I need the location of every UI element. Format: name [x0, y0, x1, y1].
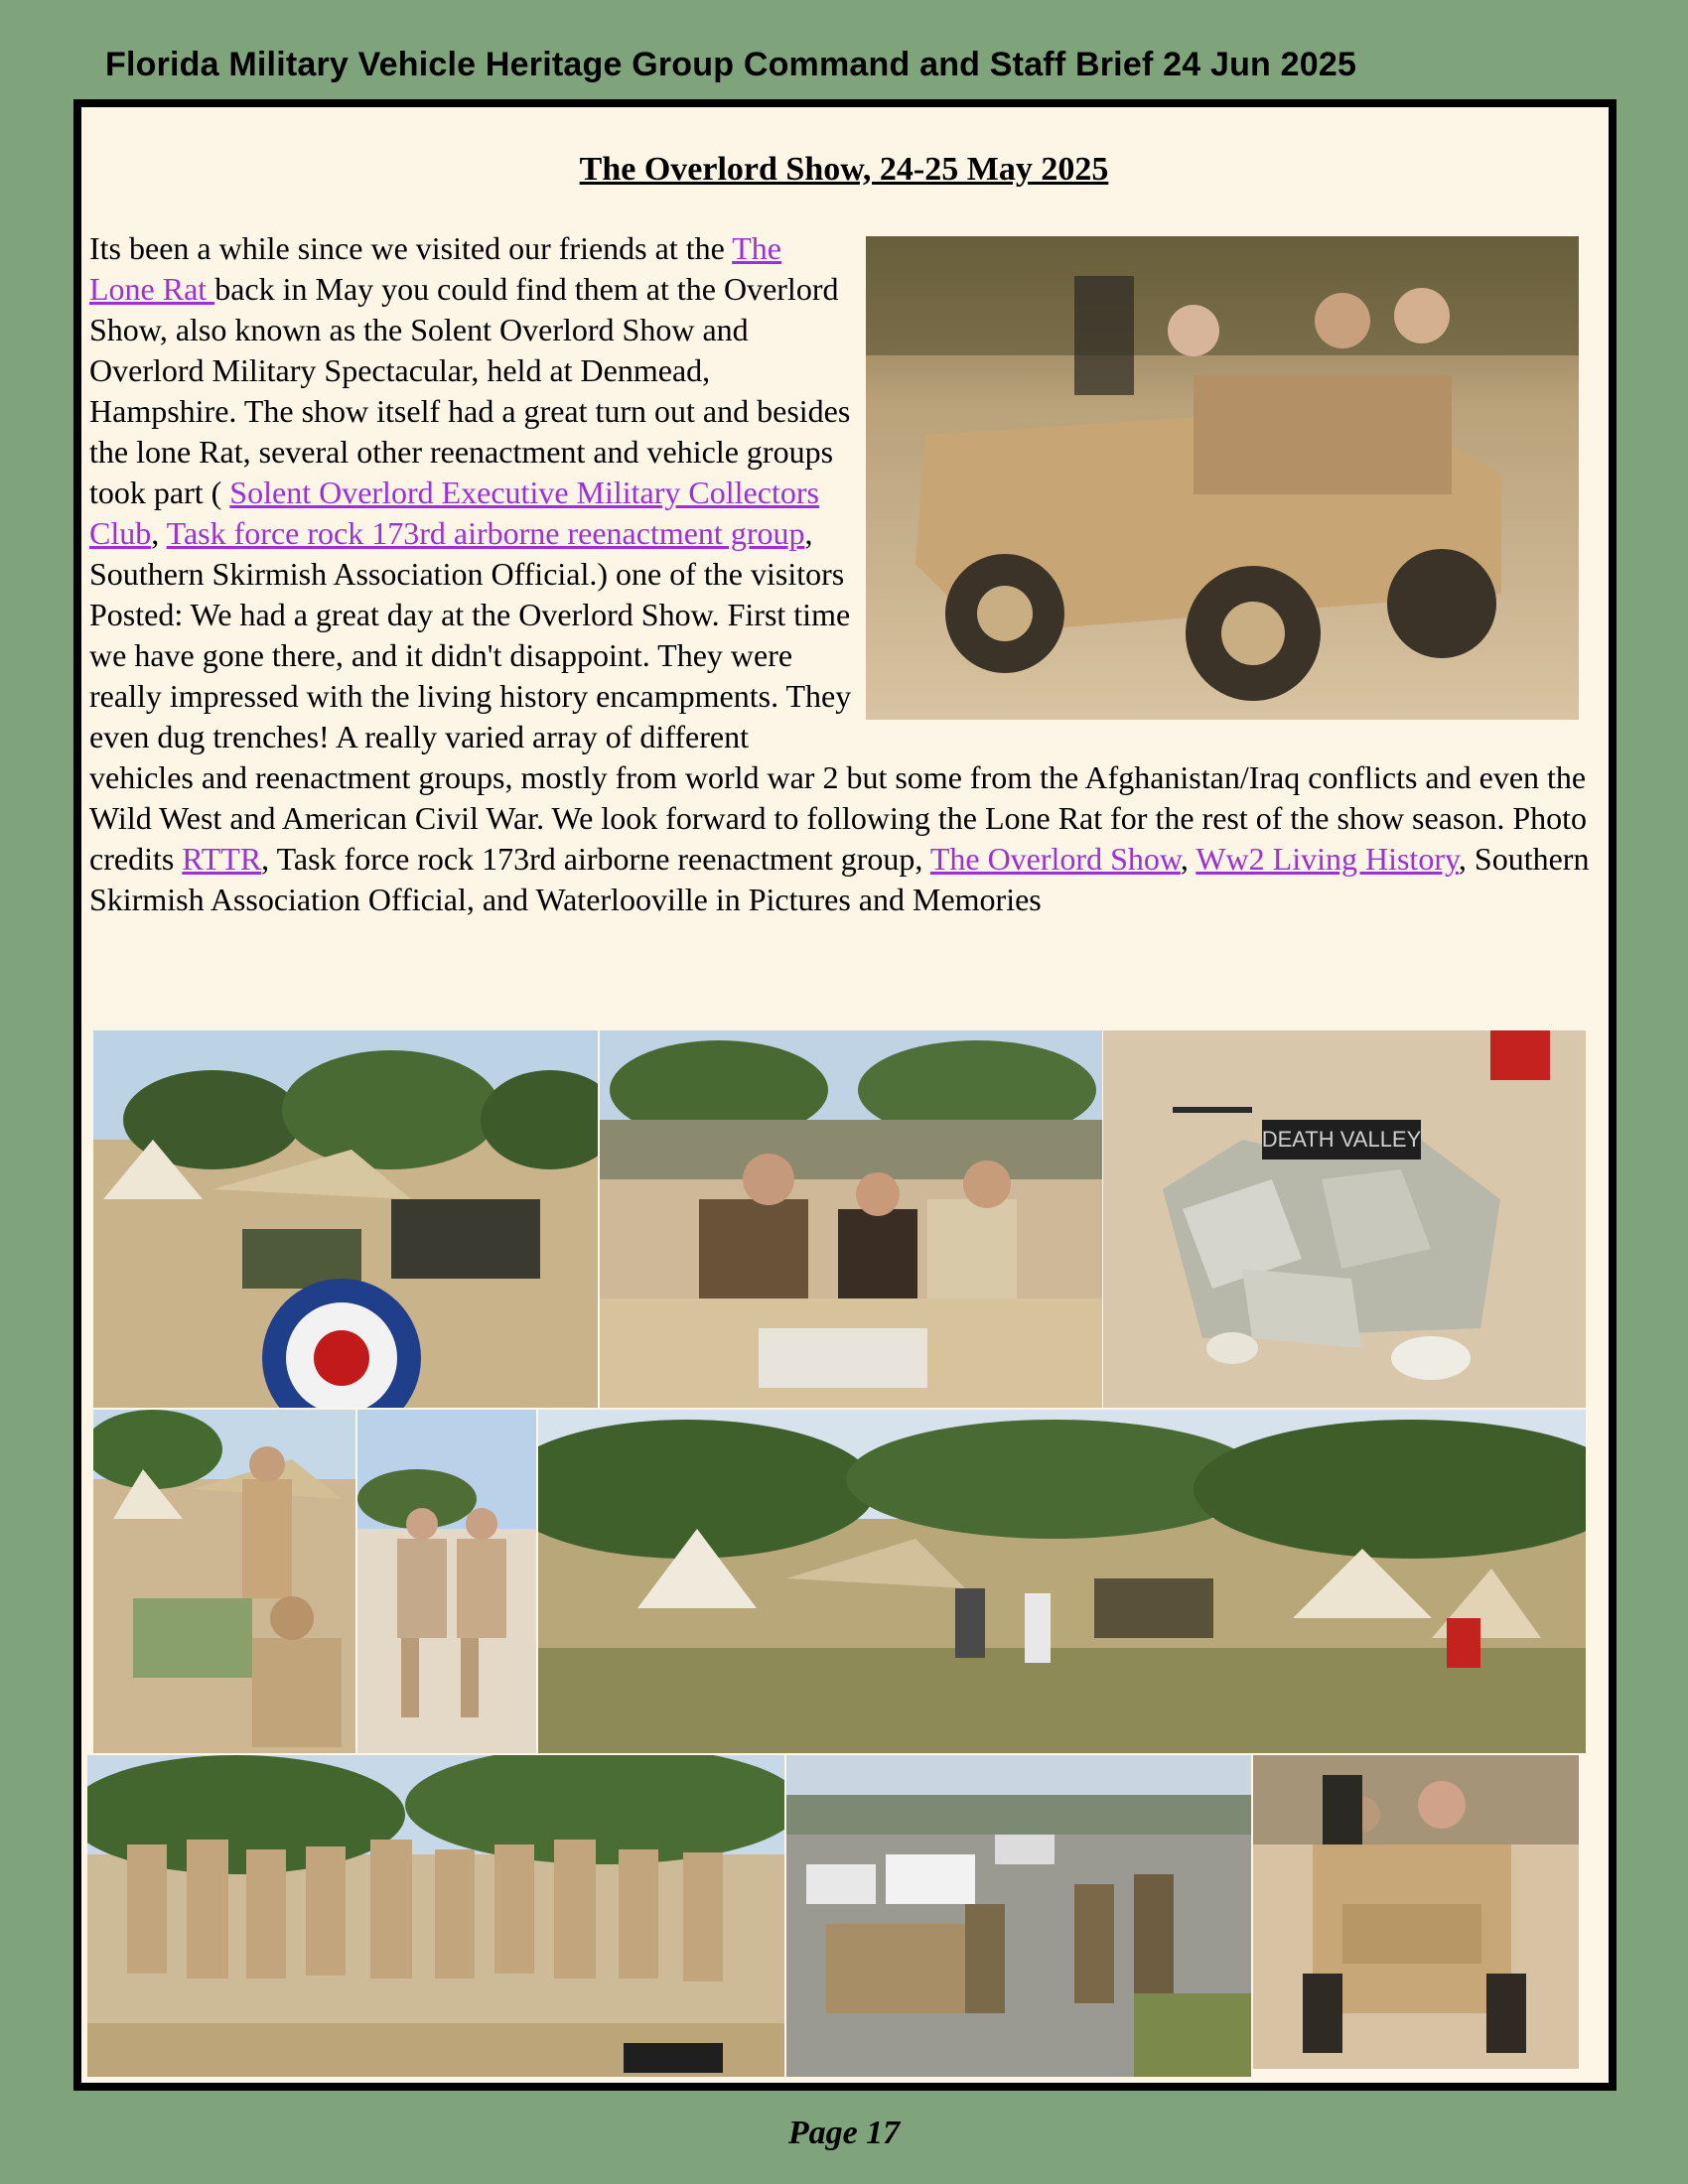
link-task-force-rock[interactable]: Task force rock 173rd airborne reenactment group: [166, 515, 805, 551]
article-text-2: back in May you could find them at the Overlord Show, also known as the Solent Overlord Show and Overlord Military Spectacular, held at Denmead, Hampshire. The show itself had a great turn out and besides the lone Rat, several other reenactment and vehicle groups took part (: [89, 271, 851, 510]
link-rttr[interactable]: RTTR: [182, 841, 262, 877]
article-text-4: , Southern Skirmish Association Official.) one of the visitors Posted: We had a great day at the Overlord Show. First time we have gone there, and it didn't disappoint. They were really impressed with the living history encampments. They even dug trenches! A really varied array of different vehicles and reenactment groups, mostly from world war 2 but some from the Afghanistan/Iraq conflicts and even the Wild West and American Civil War. We look forward to following the Lone Rat for the rest of the show season. Photo credits: [89, 515, 1588, 877]
article-title: The Overlord Show, 24-25 May 2025: [579, 151, 1109, 188]
article-text-5: , Task force rock 173rd airborne reenactment group,: [261, 841, 930, 877]
photo-desert-jeep: [866, 236, 1579, 720]
photo-death-valley-rocks: [1103, 1030, 1586, 1408]
photo-jeep-crew: [600, 1030, 1102, 1408]
photo-chess-game: [93, 1410, 355, 1753]
article-text-3: ,: [151, 515, 167, 551]
article-text-7: , Southern Skirmish Association Official, and Waterlooville in Pictures and Memories: [89, 841, 1590, 917]
photo-jeep-front: [1253, 1755, 1579, 2069]
link-the-overlord-show[interactable]: The Overlord Show: [929, 841, 1181, 877]
link-ww2-living-history[interactable]: Ww2 Living History: [1196, 841, 1459, 877]
newsletter-header: Florida Military Vehicle Heritage Group Command and Staff Brief 24 Jun 2025: [105, 46, 1357, 83]
photo-group-lineup: [87, 1755, 784, 2077]
photo-encampment-panorama: [538, 1410, 1586, 1753]
page-number: Page 17: [787, 2115, 901, 2151]
article-body: [89, 228, 1599, 920]
article-text-1: Its been a while since we visited our friends at the: [89, 230, 733, 266]
link-solent-overlord[interactable]: Solent Overlord Executive Military Collectors Club: [89, 475, 819, 551]
article-text-6: ,: [1180, 841, 1196, 877]
photo-car-park-vehicles: [786, 1755, 1251, 2077]
photo-camp-tents: [93, 1030, 598, 1408]
death-valley-sign: DEATH VALLEY: [1261, 1127, 1422, 1152]
photo-two-soldiers: [357, 1410, 536, 1753]
link-the-lone-rat[interactable]: The Lone Rat: [89, 230, 781, 307]
